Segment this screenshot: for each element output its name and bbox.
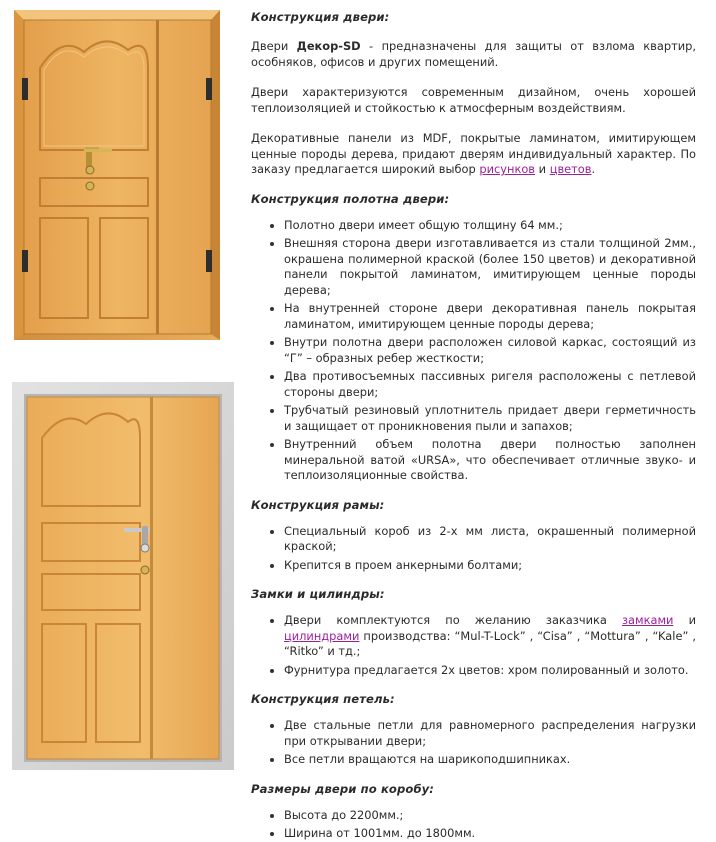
leaf-list bbox=[251, 218, 696, 484]
patterns-link[interactable]: рисунков bbox=[479, 162, 536, 176]
list-item: Специальный короб из 2-х мм листа, окрашенный полимерной краской; bbox=[284, 523, 696, 553]
list-item: Две стальные петли для равномерного распределения нагрузки при открывании двери; bbox=[284, 718, 696, 748]
section-heading-door: Конструкция двери: bbox=[251, 10, 390, 24]
section-heading-locks: Замки и цилиндры: bbox=[251, 587, 385, 601]
section-heading-sizes: Размеры двери по коробу: bbox=[251, 781, 435, 796]
brand-name: Декор-SD bbox=[296, 39, 361, 53]
colors-link[interactable]: цветов bbox=[549, 162, 592, 176]
list-item: Два противосъемных пассивных ригеля расположены с петлевой стороны двери; bbox=[284, 369, 696, 399]
list-item: Полотно двери имеет общую толщину 64 мм.; bbox=[284, 218, 696, 234]
section-heading-hinges: Конструкция петель: bbox=[251, 692, 395, 706]
intro-paragraph-3: Декоративные панели из MDF, покрытые ламинатом, имитирующем ценные породы дерева, придают дверям индивидуальный характер. По заказу предлагается широкий выбор рисунков и цветов. bbox=[251, 131, 696, 176]
list-item: Двери комплектуются по желанию заказчика замками и цилиндрами производства: “Mul-T-Lock” , “Cisa” , “Mottura” , “Kale” , “Ritko” и тд.; bbox=[284, 613, 696, 658]
list-item: Внутренний объем полотна двери полностью заполнен минеральной ватой «URSA», что обеспечивает отличные звуко- и теплоизоляционные свойства. bbox=[284, 437, 696, 482]
intro-paragraph-1: Двери Декор-SD - предназначены для защиты от взлома квартир, особняков, офисов и других помещений. bbox=[251, 39, 696, 69]
list-item: Крепится в проем анкерными болтами; bbox=[284, 558, 696, 574]
list-item: На внутренней стороне двери декоративная панель покрытая ламинатом, имитирующем ценные породы дерева; bbox=[284, 301, 696, 331]
locks-link[interactable]: замками bbox=[621, 613, 674, 627]
list-item: Все петли вращаются на шарикоподшипниках. bbox=[284, 752, 696, 768]
locks-list bbox=[251, 613, 696, 678]
list-item: Фурнитура предлагается 2х цветов: хром полированный и золото. bbox=[284, 663, 696, 679]
door-description bbox=[251, 6, 696, 842]
sizes-list bbox=[251, 808, 696, 842]
door-exterior-image bbox=[0, 0, 240, 350]
section-heading-leaf: Конструкция полотна двери: bbox=[251, 191, 450, 206]
frame-list bbox=[251, 524, 696, 574]
hinges-list bbox=[251, 718, 696, 768]
list-item: Трубчатый резиновый уплотнитель придает двери герметичность и защищает от проникновения пыли и запахов; bbox=[284, 403, 696, 433]
list-item: Ширина от 1001мм. до 1800мм. bbox=[284, 826, 696, 842]
door-interior-image bbox=[0, 378, 240, 778]
door-images bbox=[0, 0, 240, 800]
list-item: Внешняя сторона двери изготавливается из стали толщиной 2мм., окрашена полимерной краской (более 150 цветов) и декоративной панели покрытой ламинатом, имитирующем ценные породы дерева; bbox=[284, 236, 696, 297]
section-heading-frame: Конструкция рамы: bbox=[251, 497, 385, 512]
intro-paragraph-2: Двери характеризуются современным дизайном, очень хорошей теплоизоляцией и стойкостью к атмосферным воздействиям. bbox=[251, 85, 696, 115]
list-item: Внутри полотна двери расположен силовой каркас, состоящий из “Г” – образных ребер жесткости; bbox=[284, 335, 696, 365]
list-item: Высота до 2200мм.; bbox=[284, 808, 696, 824]
cylinders-link[interactable]: цилиндрами bbox=[284, 628, 360, 643]
